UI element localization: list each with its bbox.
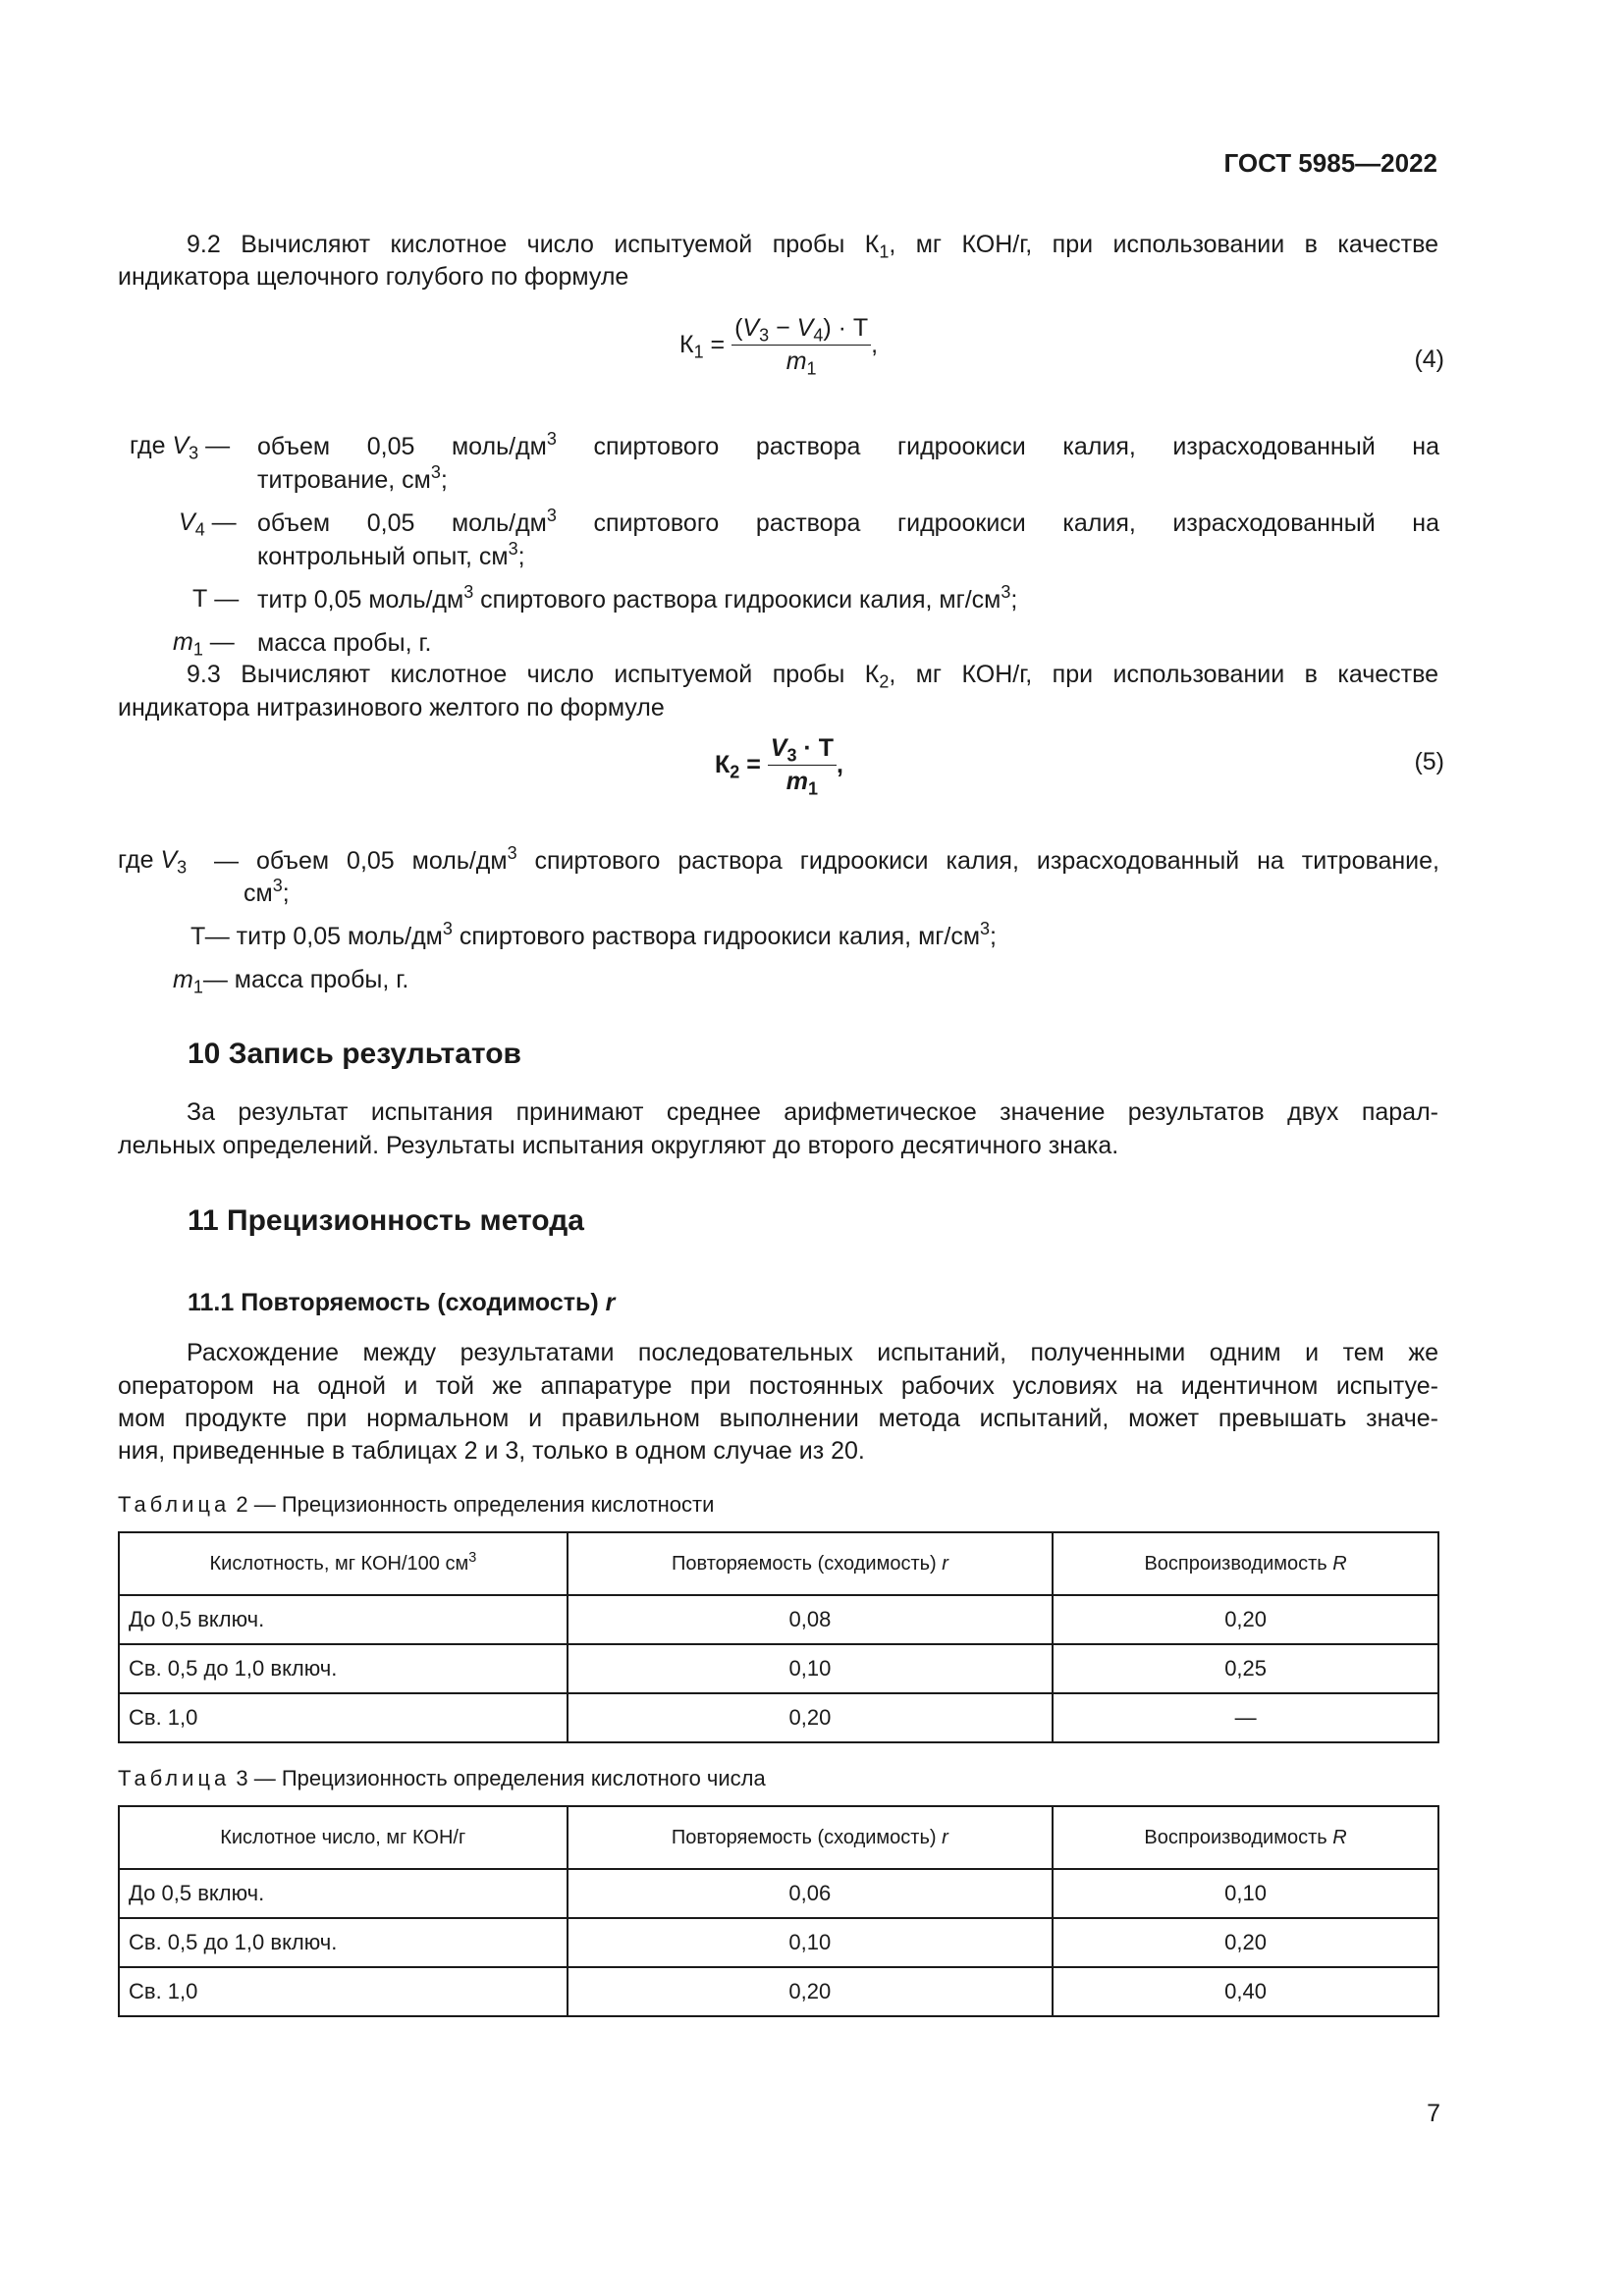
table-3-caption: Таблица 3 — Прецизионность определения кислотного числа: [118, 1766, 766, 1790]
section-10-title: 10 Запись результатов: [188, 1038, 521, 1070]
where-item-v4: $V_4$ —: [179, 508, 237, 540]
table-2-header-repeatability: Повторяемость (сходимость) r: [568, 1532, 1053, 1595]
section-11-1-title: 11.1 Повторяемость (сходимость) r: [188, 1289, 616, 1316]
para-9-3-line2: индикатора нитразинового желтого по формуле: [118, 694, 665, 721]
table-cell-range: Св. 0,5 до 1,0 включ.: [119, 1918, 568, 1967]
table-3-header-repeatability: Повторяемость (сходимость) r: [568, 1806, 1054, 1869]
where-item-m1: $m_1$ —: [173, 628, 235, 660]
table-cell-R: 0,40: [1053, 1967, 1438, 2016]
where-item-t: Т —: [192, 585, 240, 613]
table-cell-r: 0,20: [568, 1967, 1054, 2016]
where2-item-m1: $m_1—$ масса пробы, г.: [173, 966, 409, 997]
table-3-header-reproducibility: Воспроизводимость R: [1053, 1806, 1438, 1869]
table-row: [119, 1693, 1438, 1742]
table-2: [118, 1531, 1439, 1743]
table-2-header-row: [119, 1532, 1438, 1595]
table-cell-r: 0,20: [568, 1693, 1053, 1742]
section-11-para-line2: оператором на одной и той же аппаратуре при постоянных рабочих условиях на идентичном испытуе-: [118, 1372, 1438, 1400]
where2-item-v3-text: — объем 0,05 моль/$дм^3$ спиртового раствора гидроокиси калия, израсходованный на титрование,: [214, 843, 1439, 875]
where-item-v3-cont: титрование, $см^3$;: [257, 462, 448, 494]
table-row: [119, 1967, 1438, 2016]
section-11-para-line1: Расхождение между результатами последовательных испытаний, полученными одним и тем же: [187, 1339, 1438, 1366]
table-row: [119, 1644, 1438, 1693]
table-cell-r: 0,10: [568, 1918, 1054, 1967]
document-number: ГОСТ 5985—2022: [1223, 148, 1437, 178]
table-cell-R: 0,10: [1053, 1869, 1438, 1918]
table-3-header-acid-number: Кислотное число, мг КОН/г: [119, 1806, 568, 1869]
equation-number-4: (4): [1414, 346, 1444, 373]
where-item-v4-text: объем 0,05 моль/$дм^3$ спиртового раствора гидроокиси калия, израсходованный на: [257, 506, 1439, 537]
where2-item-v3-cont: $см^3$;: [244, 876, 290, 907]
table-cell-r: 0,10: [568, 1644, 1053, 1693]
table-2-header-reproducibility: Воспроизводимость R: [1053, 1532, 1438, 1595]
table-cell-range: До 0,5 включ.: [119, 1869, 568, 1918]
para-9-2-line2: индикатора щелочного голубого по формуле: [118, 263, 629, 291]
table-cell-R: 0,20: [1053, 1595, 1438, 1644]
table-cell-r: 0,08: [568, 1595, 1053, 1644]
where-item-v3: где $V_3$ —: [130, 432, 231, 463]
formula-5: $К_2$ = $\frac{V_3 \cdot Т}{m_1}$ ,: [715, 734, 843, 799]
where2-item-v3: где $V_3$: [118, 846, 188, 878]
table-cell-range: Св. 1,0: [119, 1967, 568, 2016]
where-item-v3-text: объем 0,05 моль/$дм^3$ спиртового раствора гидроокиси калия, израсходованный на: [257, 429, 1439, 460]
where-item-t-text: титр 0,05 моль/$дм^3$ спиртового раствора гидроокиси калия, $мг/см^3$;: [257, 582, 1018, 614]
equation-number-5: (5): [1414, 748, 1444, 775]
section-10-para-line2: лельных определений. Результаты испытания округляют до второго десятичного знака.: [118, 1132, 1119, 1159]
para-9-3-line1: 9.3 Вычисляют кислотное число испытуемой пробы $К_2$, мг КОН/г, при использовании в качестве: [187, 661, 1438, 692]
table-cell-range: Св. 0,5 до 1,0 включ.: [119, 1644, 568, 1693]
para-9-2-line1: 9.2 Вычисляют кислотное число испытуемой пробы $К_1$, мг КОН/г, при использовании в качестве: [187, 231, 1438, 262]
table-row: [119, 1595, 1438, 1644]
table-2-header-acidity: Кислотность, мг КОН/100 $см^3$: [119, 1532, 568, 1595]
page-number: 7: [1427, 2100, 1440, 2127]
section-11-para-line3: мом продукте при нормальном и правильном выполнении метода испытаний, может превышать значе-: [118, 1405, 1438, 1432]
formula-4: $К_1$ = $\frac{(V_3 - V_4) \cdot Т}{m_1}$ ,: [679, 314, 879, 379]
where2-item-t: Т— титр 0,05 моль/$дм^3$ спиртового раствора гидроокиси калия, $мг/см^3$;: [190, 919, 997, 950]
section-11-title: 11 Прецизионность метода: [188, 1204, 584, 1237]
section-11-para-line4: ния, приведенные в таблицах 2 и 3, только в одном случае из 20.: [118, 1437, 865, 1465]
section-10-para-line1: За результат испытания принимают среднее арифметическое значение результатов двух парал-: [187, 1098, 1438, 1126]
table-cell-range: До 0,5 включ.: [119, 1595, 568, 1644]
table-2-caption: Таблица 2 — Прецизионность определения кислотности: [118, 1492, 715, 1517]
where-item-v4-cont: контрольный опыт, $см^3$;: [257, 539, 525, 570]
table-row: [119, 1918, 1438, 1967]
table-cell-r: 0,06: [568, 1869, 1054, 1918]
table-row: [119, 1869, 1438, 1918]
table-cell-range: Св. 1,0: [119, 1693, 568, 1742]
where-item-m1-text: масса пробы, г.: [257, 629, 432, 657]
table-cell-R: —: [1053, 1693, 1438, 1742]
table-3: [118, 1805, 1439, 2017]
table-cell-R: 0,20: [1053, 1918, 1438, 1967]
table-cell-R: 0,25: [1053, 1644, 1438, 1693]
table-3-header-row: [119, 1806, 1438, 1869]
